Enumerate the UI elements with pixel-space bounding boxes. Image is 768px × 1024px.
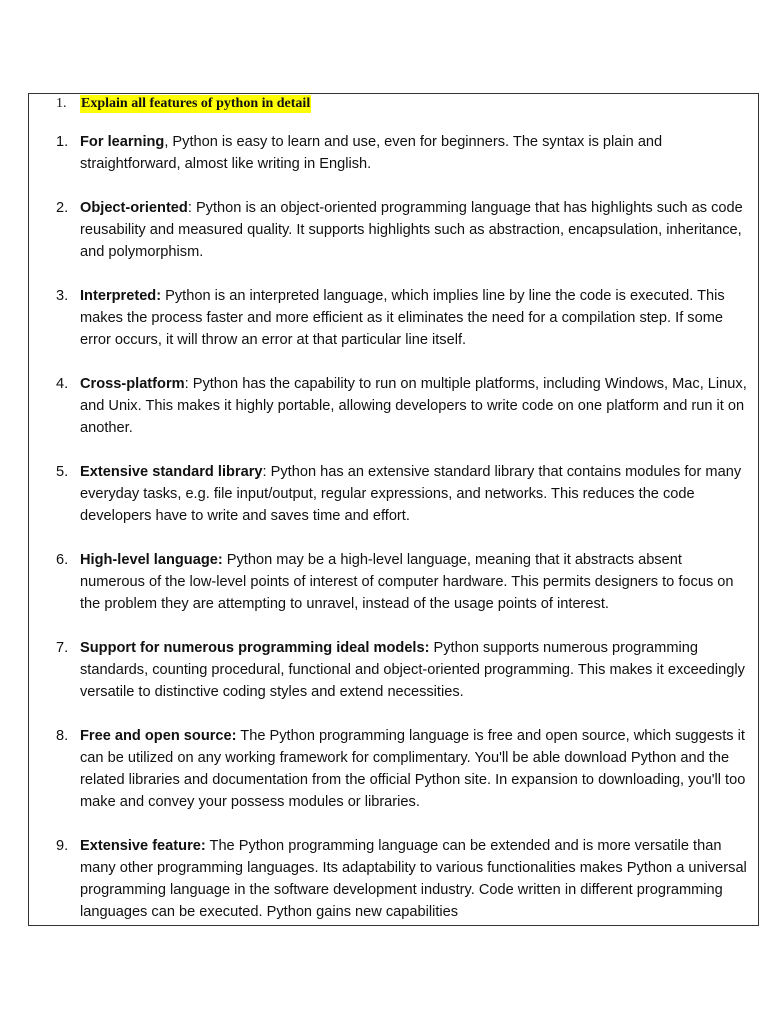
item-title: Interpreted: [80,288,162,304]
list-item [29,373,758,439]
list-item [29,131,758,175]
item-number: 4. [56,376,69,392]
list-item [29,197,758,263]
item-title: Cross-platform [80,376,185,392]
item-body: The Python programming language can be extended and is more versatile than many other programming languages. Its adaptability to various functionalities makes Python a universal programming language in the software development industry. Code written in different programming languages can be executed. Python gains new capabilities [80,838,747,920]
features-list [29,131,758,926]
item-body: , Python is easy to learn and use, even for beginners. The syntax is plain and straightforward, almost like writing in English. [80,134,663,172]
list-item [29,835,758,923]
item-number: 9. [56,838,69,854]
heading-text: Explain all features of python in detail [81,96,311,111]
item-title: Object-oriented [80,200,188,216]
item-number: 3. [56,288,69,304]
item-body: : Python is an object-oriented programming language that has highlights such as code reusability and measured quality. It supports highlights such as abstraction, encapsulation, inheritance, and polymorphism. [80,200,743,260]
list-item [29,549,758,615]
item-body: Python supports numerous programming standards, counting procedural, functional and object-oriented programming. This makes it exceedingly versatile to distinctive coding styles and extend necessities. [80,640,745,700]
list-item [29,285,758,351]
item-number: 5. [56,464,69,480]
item-title: Extensive standard library [80,464,263,480]
item-body: Python is an interpreted language, which implies line by line the code is executed. This makes the process faster and more efficient as it eliminates the need for a compilation step. If some error occurs, it will throw an error at that particular line itself. [80,288,725,348]
item-number: 8. [56,728,69,744]
item-title: Extensive feature: [80,838,206,854]
item-title: Free and open source: [80,728,237,744]
item-number: 7. [56,640,69,656]
item-title: High-level language: [80,552,223,568]
list-item [29,461,758,527]
item-body: Python may be a high-level language, meaning that it abstracts absent numerous of the low-level points of interest of computer hardware. This permits designers to focus on the problem they are attempting to unravel, instead of the usage points of interest. [80,552,734,612]
item-body: : Python has an extensive standard library that contains modules for many everyday tasks, e.g. file input/output, regular expressions, and networks. This reduces the code developers have to write and saves time and effort. [80,464,742,524]
document-page [28,93,759,926]
item-number: 6. [56,552,69,568]
question-heading [29,95,758,115]
item-number: 1. [56,134,69,150]
list-item [29,725,758,813]
item-body: The Python programming language is free and open source, which suggests it can be utilized on any working framework for complimentary. You'll be able download Python and the related libraries and documentation from the official Python site. In expansion to downloading, you'll too make and convey your possess modules or libraries. [80,728,746,810]
item-title: For learning [80,134,165,150]
item-number: 2. [56,200,69,216]
heading-number: 1. [56,96,67,111]
item-title: Support for numerous programming ideal models: [80,640,430,656]
list-item [29,637,758,703]
item-body: : Python has the capability to run on multiple platforms, including Windows, Mac, Linux, and Unix. This makes it highly portable, allowing developers to write code on one platform and run it on another. [80,376,747,436]
